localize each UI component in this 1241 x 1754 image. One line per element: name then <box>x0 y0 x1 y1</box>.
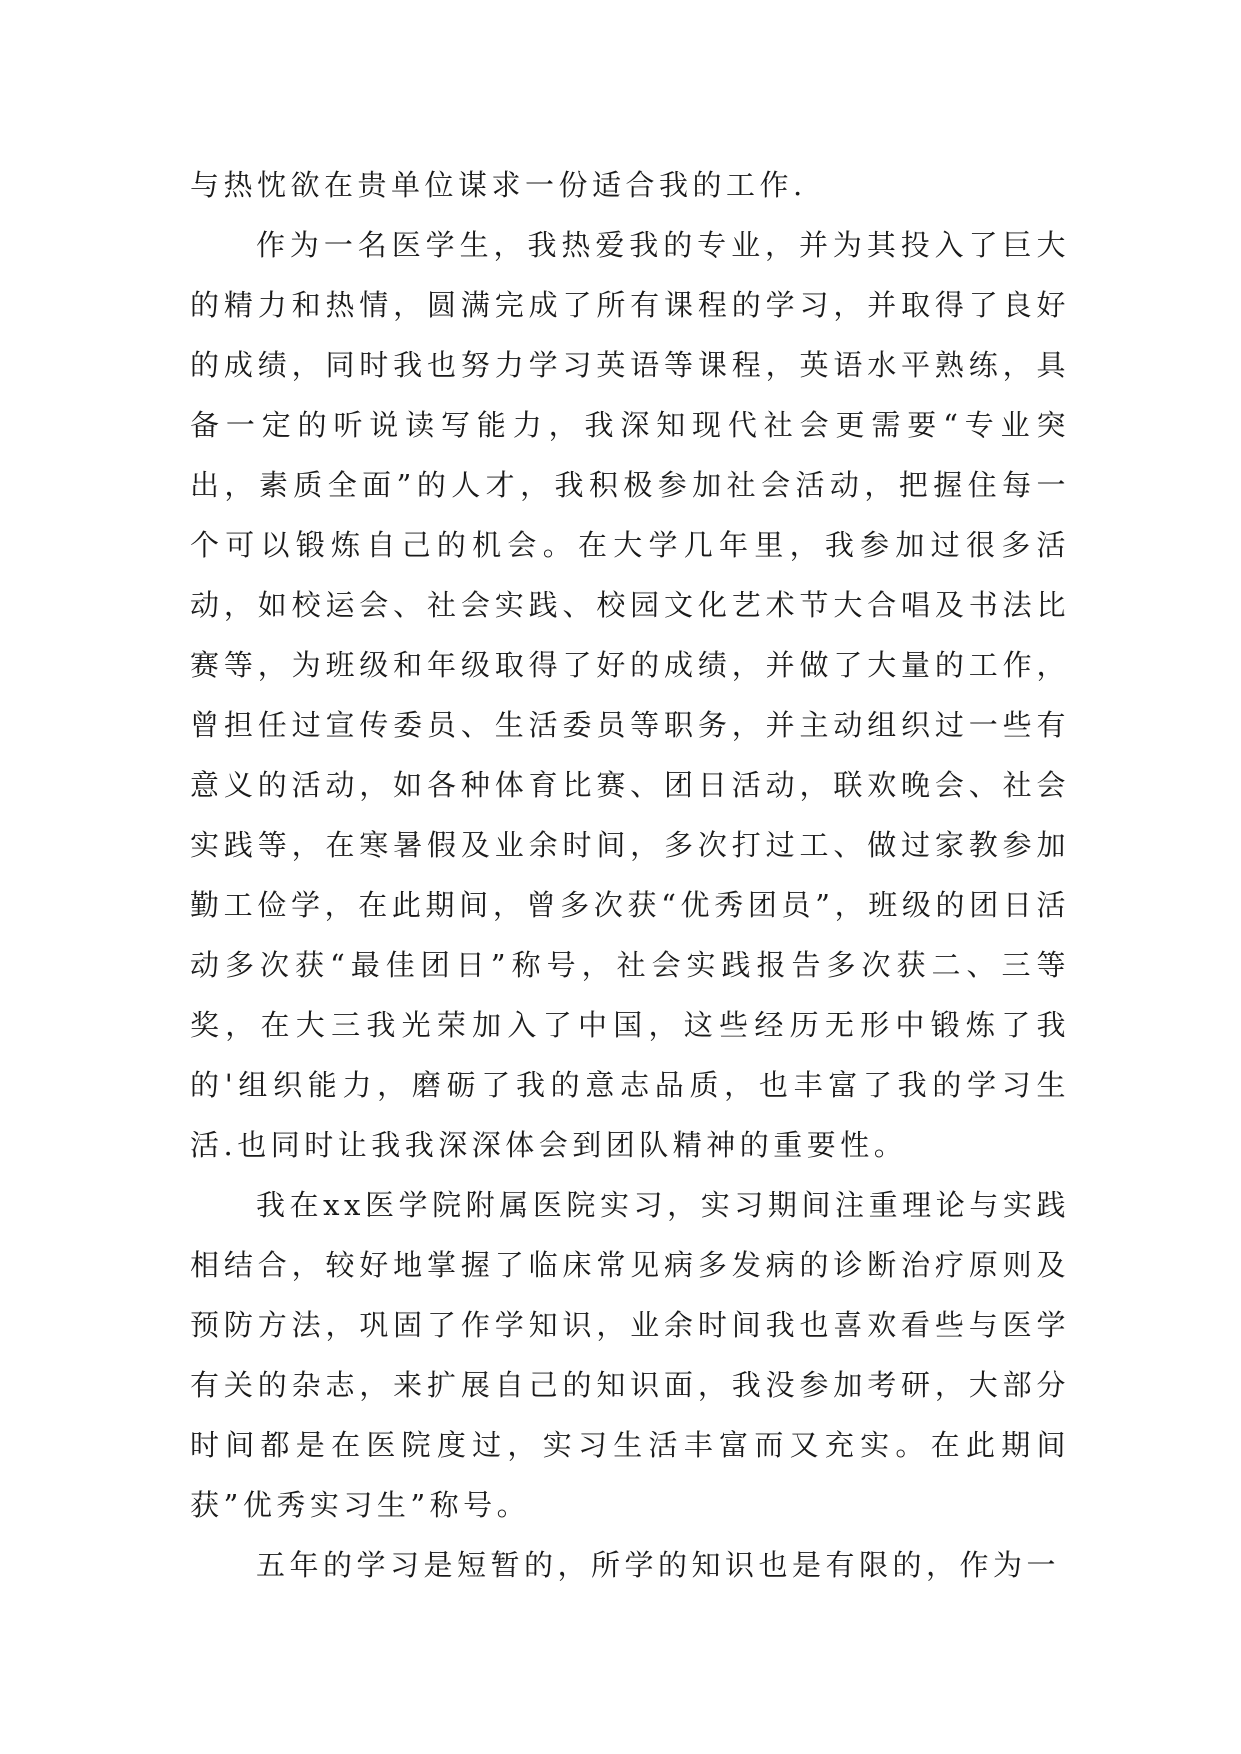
paragraph-closing-start: 五年的学习是短暂的，所学的知识也是有限的，作为一 <box>256 1548 1061 1582</box>
paragraph-study-and-activities: 作为一名医学生，我热爱我的专业，并为其投入了巨大的精力和热情，圆满完成了所有课程的学习，并取得了良好的成绩，同时我也努力学习英语等课程，英语水平熟练，具备一定的听说读写能力，我深知现代社会更需要“专业突出，素质全面”的人才，我积极参加社会活动，把握住每一个可以锻炼自己的机会。在大学几年里，我参加过很多活动，如校运会、社会实践、校园文化艺术节大合唱及书法比赛等，为班级和年级取得了好的成绩，并做了大量的工作，曾担任过宣传委员、生活委员等职务，并主动组织过一些有意义的活动，如各种体育比赛、团日活动，联欢晚会、社会实践等，在寒暑假及业余时间，多次打过工、做过家教参加勤工俭学，在此期间，曾多次获“优秀团员”，班级的团日活动多次获“最佳团日”称号，社会实践报告多次获二、三等奖，在大三我光荣加入了中国，这些经历无形中锻炼了我的'组织能力，磨砺了我的意志品质，也丰富了我的学习生活.也同时让我我深深体会到团队精神的重要性。 <box>190 228 1070 1162</box>
document-body <box>190 155 1070 1595</box>
paragraph-continuation: 与热忱欲在贵单位谋求一份适合我的工作. <box>190 168 807 202</box>
paragraph-internship: 我在xx医学院附属医院实习，实习期间注重理论与实践相结合，较好地掌握了临床常见病多发病的诊断治疗原则及预防方法，巩固了作学知识，业余时间我也喜欢看些与医学有关的杂志，来扩展自己的知识面，我没参加考研，大部分时间都是在医院度过，实习生活丰富而又充实。在此期间获”优秀实习生”称号。 <box>190 1188 1070 1522</box>
